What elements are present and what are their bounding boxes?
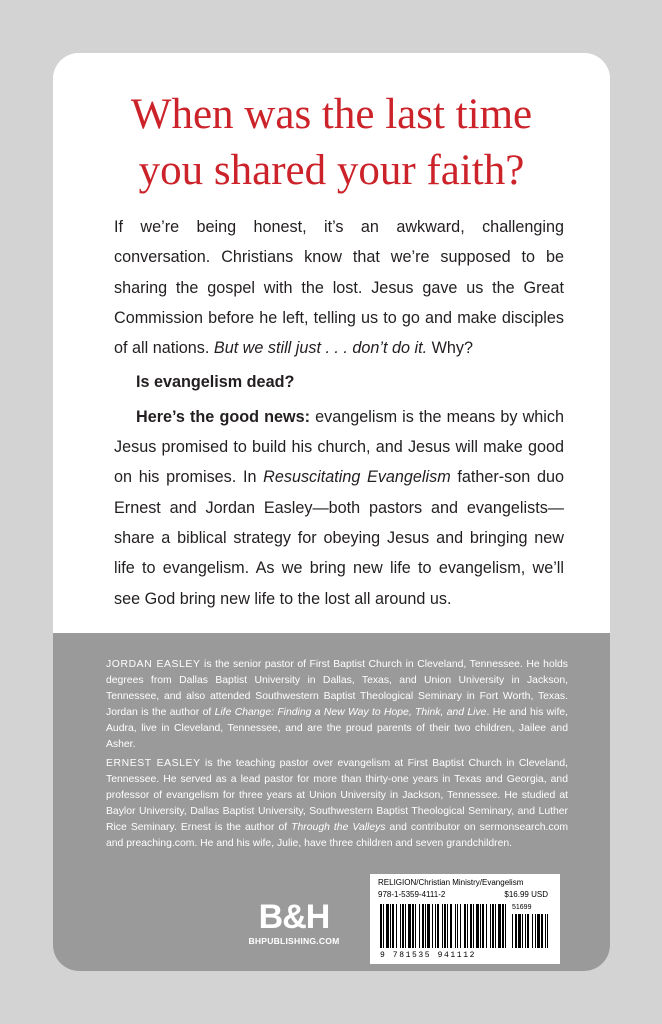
back-cover xyxy=(53,53,610,971)
bh-logo-mark: B&H xyxy=(258,898,330,936)
good-news-text-2: father-son duo Ernest and Jordan Easley—both pastors and evangelists—share a biblical strategy for obeying Jesus and bringing new life to evangelism. As we bring new life to evangelism, we’ll see God bring new life to the lost all around us. xyxy=(114,468,564,608)
barcode-isbn: 978-1-5359-4111-2 xyxy=(378,890,446,899)
barcode-icon xyxy=(380,904,552,950)
headline-line-2: you shared your faith? xyxy=(138,147,525,194)
author-panel xyxy=(53,633,610,971)
jordan-book: Life Change: Finding a New Way to Hope, Think, and Live xyxy=(214,707,487,718)
para1-end: Why? xyxy=(427,339,474,358)
barcode-block xyxy=(370,874,560,964)
description-text xyxy=(114,212,564,614)
jordan-text-1: is the senior pastor of First Baptist Church in Cleveland, Tennessee. He holds degrees from Dallas Baptist University in Dallas, Texas, and Union University in Jackson, Tennessee, and also attended Southwestern Baptist Theological Seminary in Fort Worth, Texas. Jordan is the author of xyxy=(106,659,569,718)
ernest-text-2: and contributor on sermonsearch.com and preaching.com. He and his wife, Julie, have three children and seven grandchildren. xyxy=(106,822,569,849)
question: Is evangelism dead? xyxy=(136,373,295,392)
barcode-category: RELIGION/Christian Ministry/Evangelism xyxy=(378,878,524,887)
good-news-paragraph xyxy=(114,402,564,614)
headline-line-1: When was the last time xyxy=(130,91,533,138)
good-news-label: Here’s the good news: xyxy=(136,407,311,426)
book-title: Resuscitating Evangelism xyxy=(263,468,451,487)
barcode-price: $16.99 USD xyxy=(504,890,548,899)
jordan-name: JORDAN EASLEY xyxy=(106,659,201,670)
para1-italic: But we still just . . . don’t do it. xyxy=(213,339,428,358)
jordan-text-2: . He and his wife, Audra, live in Cleveland, Tennessee, and are the proud parents of their two children, Jailee and Asher. xyxy=(106,707,569,750)
good-news-text-1: evangelism is the means by which Jesus promised to build his church, and Jesus will make good on his promises. In xyxy=(114,407,564,487)
ernest-bio xyxy=(106,756,568,852)
para1-start: If we’re being honest, it’s an awkward, challenging conversation. Christians know that we’re supposed to be sharing the gospel with the lost. Jesus gave us the Great Commission before he left, telling us to go and make disciples of all nations. xyxy=(114,218,564,358)
publisher-url: BHPUBLISHING.COM xyxy=(248,936,340,946)
publisher-logo xyxy=(239,899,349,947)
description-panel xyxy=(53,53,610,633)
headline xyxy=(53,87,610,199)
ernest-text-1: is the teaching pastor over evangelism at First Baptist Church in Cleveland, Tennessee. He served as a lead pastor for more than thirty-one years in Texas and Georgia, and professor of evangelism for three years at Union University in Jackson, Tennessee. He studied at Baylor University, Dallas Baptist University, Southwestern Baptist Theological Seminary, and Luther Rice Seminary. Ernest is the author of xyxy=(106,758,568,833)
barcode-number: 9 781535 941112 xyxy=(380,951,477,960)
barcode-addon: 51699 xyxy=(512,904,532,911)
description-paragraph-1 xyxy=(114,212,564,363)
jordan-bio xyxy=(106,657,568,753)
ernest-book: Through the Valleys xyxy=(291,822,386,833)
question-paragraph xyxy=(114,367,564,397)
ernest-name: ERNEST EASLEY xyxy=(106,758,201,769)
